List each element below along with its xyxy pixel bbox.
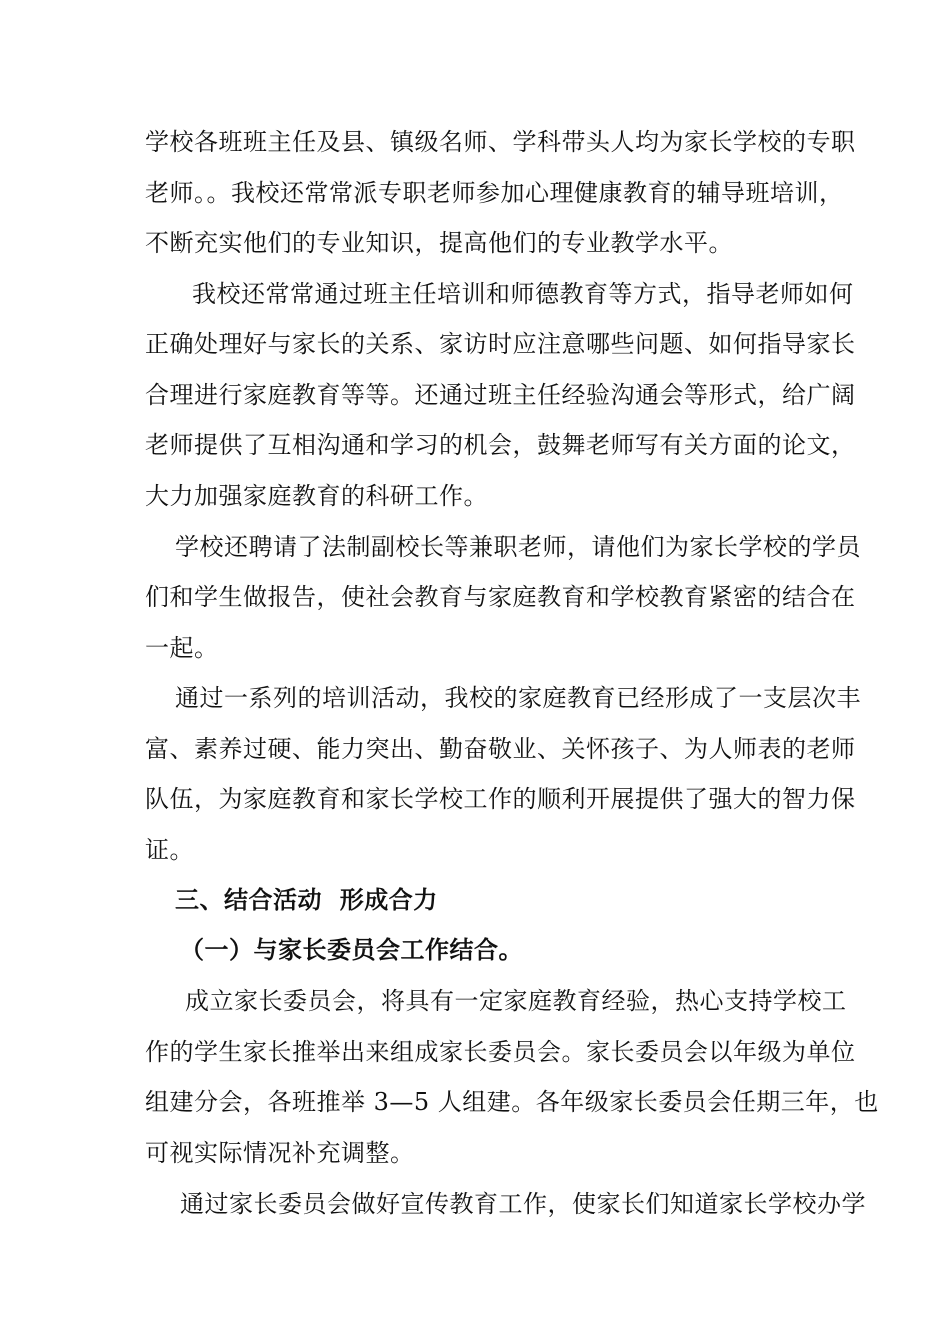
text-line: 们和学生做报告，使社会教育与家庭教育和学校教育紧密的结合在 <box>145 583 856 611</box>
text-line: 组建分会，各班推举 3—5 人组建。各年级家长委员会任期三年，也 <box>145 1088 879 1116</box>
text-line: 老师。。我校还常常派专职老师参加心理健康教育的辅导班培训， <box>145 179 844 207</box>
text-line: 老师提供了互相沟通和学习的机会，鼓舞老师写有关方面的论文， <box>145 431 856 459</box>
text-line: 可视实际情况补充调整。 <box>145 1139 415 1167</box>
text-line: 通过一系列的培训活动，我校的家庭教育已经形成了一支层次丰 <box>175 684 861 712</box>
text-line: 大力加强家庭教育的科研工作。 <box>145 482 488 510</box>
subsection-heading: （一）与家长委员会工作结合。 <box>180 936 523 964</box>
text-line: 富、素养过硬、能力突出、勤奋敬业、关怀孩子、为人师表的老师 <box>145 735 856 763</box>
text-line: 队伍，为家庭教育和家长学校工作的顺利开展提供了强大的智力保 <box>145 785 856 813</box>
text-line: 证。 <box>145 836 194 864</box>
text-line: 学校还聘请了法制副校长等兼职老师，请他们为家长学校的学员 <box>175 533 861 561</box>
text-line: 一起。 <box>145 634 219 662</box>
text-line: 我校还常常通过班主任培训和师德教育等方式，指导老师如何 <box>192 280 854 308</box>
text-line: 合理进行家庭教育等等。还通过班主任经验沟通会等形式，给广阔 <box>145 381 856 409</box>
text-line: 学校各班班主任及县、镇级名师、学科带头人均为家长学校的专职 <box>145 128 856 156</box>
text-line: 通过家长委员会做好宣传教育工作，使家长们知道家长学校办学 <box>180 1190 866 1218</box>
section-heading: 三、结合活动 形成合力 <box>175 886 438 914</box>
text-line: 作的学生家长推举出来组成家长委员会。家长委员会以年级为单位 <box>145 1038 856 1066</box>
text-line: 成立家长委员会，将具有一定家庭教育经验，热心支持学校工 <box>185 987 847 1015</box>
text-line: 正确处理好与家长的关系、家访时应注意哪些问题、如何指导家长 <box>145 330 856 358</box>
text-line: 不断充实他们的专业知识，提高他们的专业教学水平。 <box>145 229 733 257</box>
